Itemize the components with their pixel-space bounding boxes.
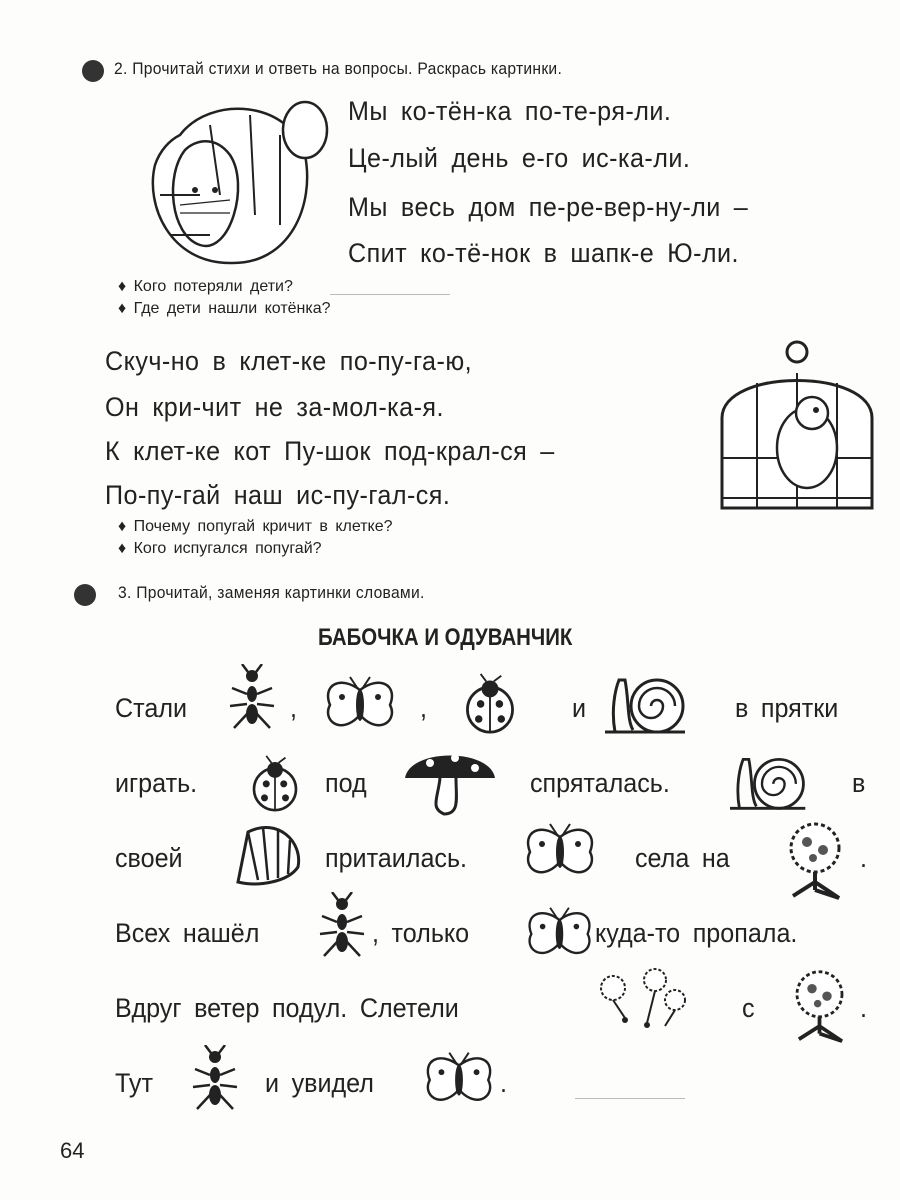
rebus-text: и: [572, 693, 587, 723]
rebus-text: .: [860, 993, 867, 1023]
rebus-text: в прятки: [735, 693, 839, 723]
kitten-in-hat-picture: [140, 95, 340, 270]
rebus-text: и увидел: [265, 1068, 374, 1098]
rebus-text: спряталась.: [530, 768, 670, 798]
ant-icon: [222, 664, 282, 734]
page-number: 64: [60, 1138, 85, 1163]
rebus-text: куда-то пропала.: [595, 918, 798, 948]
ladybug-icon: [240, 752, 310, 814]
rebus-text: Стали: [115, 693, 188, 723]
butterfly-icon: [520, 822, 600, 882]
poem1-line: Це-лый день е-го ис-ка-ли.: [348, 143, 691, 173]
mushroom-icon: [400, 748, 500, 816]
rebus-text: Всех нашёл: [115, 918, 260, 948]
task3-instruction: 3. Прочитай, заменяя картинки словами.: [118, 583, 425, 602]
ant-icon: [312, 892, 372, 962]
butterfly-icon: [522, 900, 597, 968]
poem2-line: По-пу-гай наш ис-пу-гал-ся.: [105, 480, 451, 510]
rebus-text: Тут: [115, 1068, 153, 1098]
rebus-text: .: [500, 1068, 507, 1098]
butterfly-icon: [420, 1050, 498, 1110]
rebus-text: играть.: [115, 768, 198, 798]
poem1-line: Мы ко-тён-ка по-те-ря-ли.: [348, 96, 672, 126]
poem2-line: К клет-ке кот Пу-шок под-крал-ся –: [105, 436, 555, 466]
task2-instruction: 2. Прочитай стихи и ответь на вопросы. Раскрась картинки.: [114, 59, 563, 78]
snail-icon: [605, 670, 690, 736]
story-title: БАБОЧКА И ОДУВАНЧИК: [318, 624, 573, 651]
poem1-line: Мы весь дом пе-ре-вер-ну-ли –: [348, 192, 749, 222]
task-marker-icon: [82, 60, 104, 82]
dandelion-icon: [775, 820, 855, 900]
poem2-line: Скуч-но в клет-ке по-пу-га-ю,: [105, 346, 473, 376]
rebus-text: Вдруг ветер подул. Слетели: [115, 993, 459, 1023]
task-marker-icon: [74, 584, 96, 606]
dandelion-seeds-icon: [595, 968, 695, 1034]
question: ♦ Почему попугай кричит в клетке?: [118, 518, 393, 536]
snail-shell-icon: [228, 822, 308, 888]
poem2-line: Он кри-чит не за-мол-ка-я.: [105, 392, 444, 422]
dandelion-icon: [782, 968, 857, 1043]
rebus-text: притаилась.: [325, 843, 468, 873]
ladybug-icon: [450, 672, 530, 734]
rebus-text: ,: [290, 693, 297, 723]
poem1-line: Спит ко-тё-нок в шапк-е Ю-ли.: [348, 238, 739, 268]
answer-line: [330, 294, 450, 295]
answer-line: [575, 1098, 685, 1099]
rebus-text: с: [742, 993, 755, 1023]
snail-icon: [730, 748, 810, 814]
rebus-text: ,: [420, 693, 427, 723]
butterfly-icon: [320, 675, 400, 735]
rebus-text: под: [325, 768, 367, 798]
parrot-in-cage-picture: [712, 338, 882, 518]
question: ♦ Кого испугался попугай?: [118, 540, 322, 558]
ant-icon: [185, 1045, 245, 1115]
rebus-text: .: [860, 843, 867, 873]
rebus-text: , только: [372, 918, 470, 948]
rebus-text: своей: [115, 843, 183, 873]
rebus-text: села на: [635, 843, 730, 873]
rebus-text: в: [852, 768, 866, 798]
question: ♦ Где дети нашли котёнка?: [118, 300, 331, 318]
question: ♦ Кого потеряли дети?: [118, 278, 293, 296]
